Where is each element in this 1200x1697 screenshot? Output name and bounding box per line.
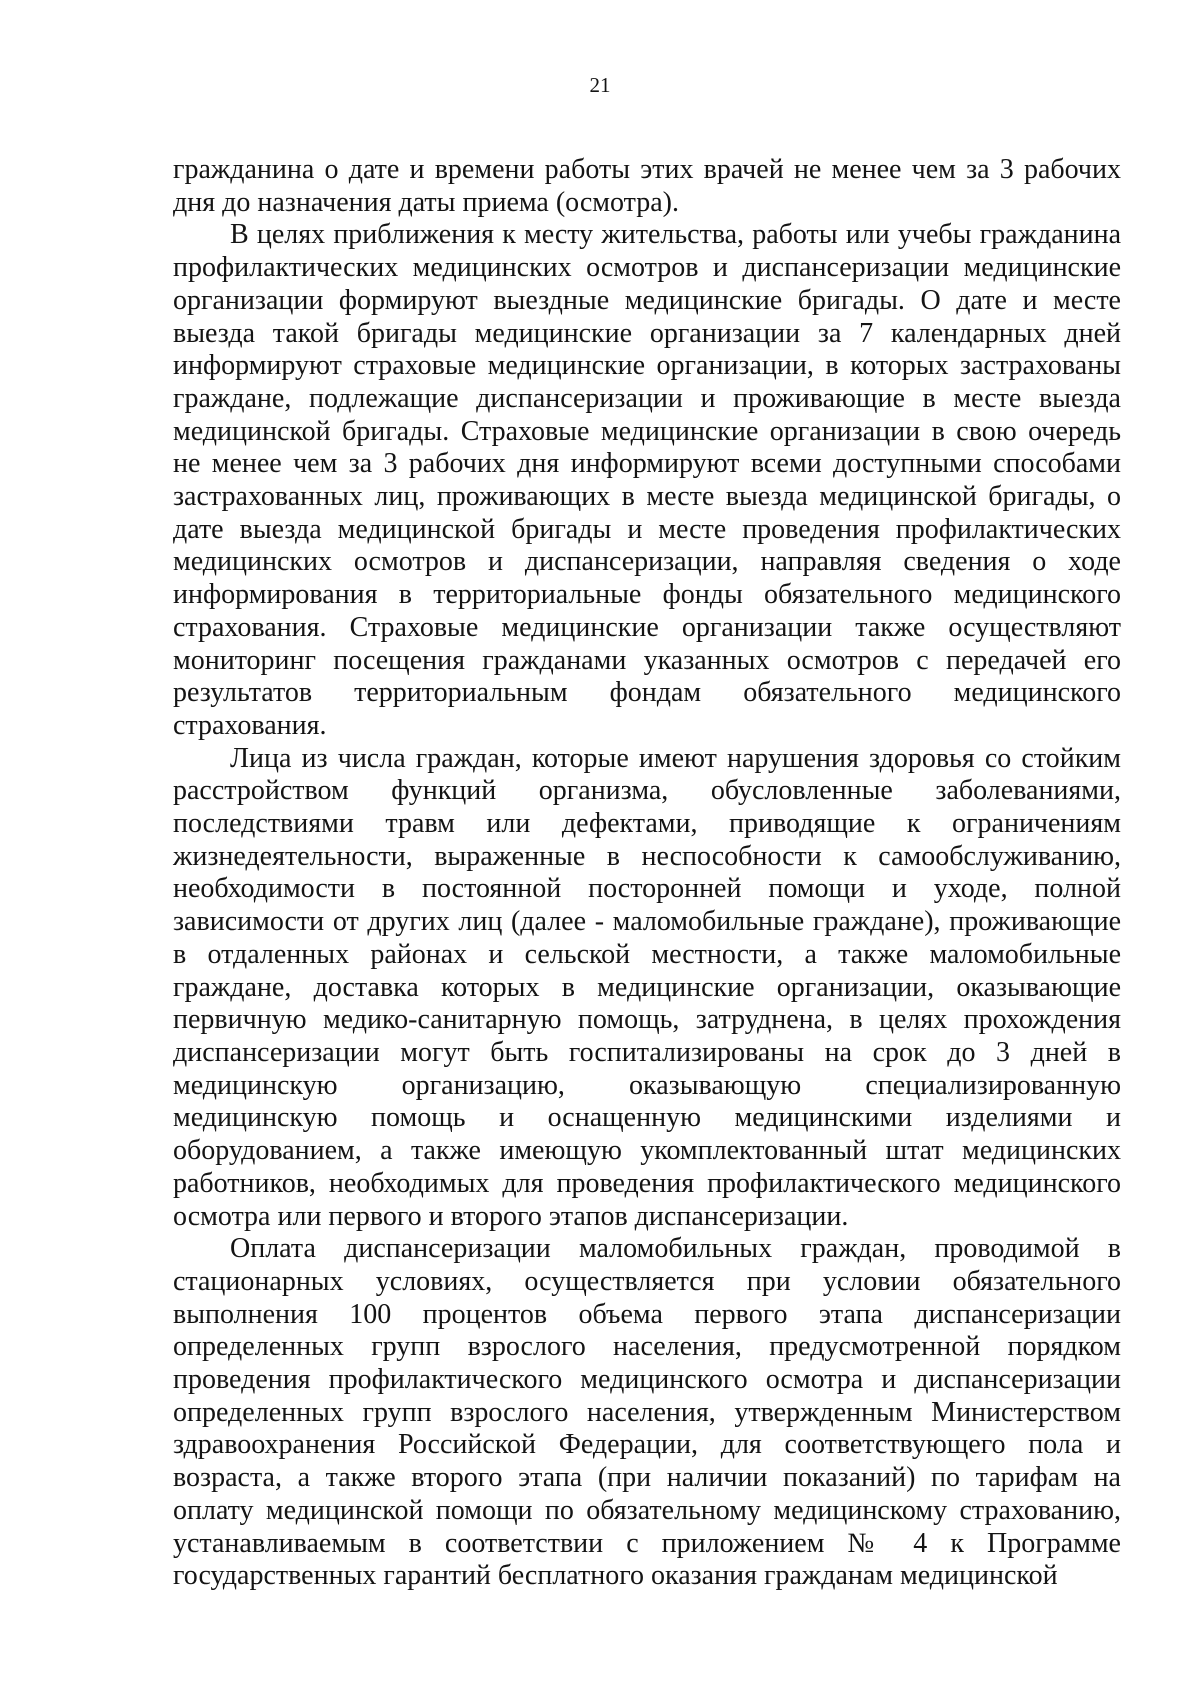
paragraph-continuation: гражданина о дате и времени работы этих врачей не менее чем за 3 рабочих дня до назначения даты приема (осмотра). xyxy=(173,154,1121,218)
paragraph-low-mobility-citizens: Лица из числа граждан, которые имеют нарушения здоровья со стойким расстройством функций организма, обусловленные заболеваниями, последствиями травм или дефектами, приводящие к ограничениям жизнедеятельности, выраженные в неспособности к самообслуживанию, необходимости в постоянной посторонней помощи и уходе, полной зависимости от других лиц (далее - маломобильные граждане), проживающие в отдаленных районах и сельской местности, а также маломобильные граждане, доставка которых в медицинские организации, оказывающие первичную медико-санитарную помощь, затруднена, в целях прохождения диспансеризации могут быть госпитализированы на срок до 3 дней в медицинскую организацию, оказывающую специализированную медицинскую помощь и оснащенную медицинскими изделиями и оборудованием, а также имеющую укомплектованный штат медицинских работников, необходимых для проведения профилактического медицинского осмотра или первого и второго этапов диспансеризации. xyxy=(173,742,1121,1232)
document-body xyxy=(173,154,1121,1593)
paragraph-payment-terms: Оплата диспансеризации маломобильных граждан, проводимой в стационарных условиях, осуществляется при условии обязательного выполнения 100 процентов объема первого этапа диспансеризации определенных групп взрослого населения, предусмотренной порядком проведения профилактического медицинского осмотра и диспансеризации определенных групп взрослого населения, утвержденным Министерством здравоохранения Российской Федерации, для соответствующего пола и возраста, а также второго этапа (при наличии показаний) по тарифам на оплату медицинской помощи по обязательному медицинскому страхованию, устанавливаемым в соответствии с приложением № 4 к Программе государственных гарантий бесплатного оказания гражданам медицинской xyxy=(173,1233,1121,1592)
paragraph-mobile-brigades: В целях приближения к месту жительства, работы или учебы гражданина профилактических медицинских осмотров и диспансеризации медицинские организации формируют выездные медицинские бригады. О дате и месте выезда такой бригады медицинские организации за 7 календарных дней информируют страховые медицинские организации, в которых застрахованы граждане, подлежащие диспансеризации и проживающие в месте выезда медицинской бригады. Страховые медицинские организации в свою очередь не менее чем за 3 рабочих дня информируют всеми доступными способами застрахованных лиц, проживающих в месте выезда медицинской бригады, о дате выезда медицинской бригады и месте проведения профилактических медицинских осмотров и диспансеризации, направляя сведения о ходе информирования в территориальные фонды обязательного медицинского страхования. Страховые медицинские организации также осуществляют мониторинг посещения гражданами указанных осмотров с передачей его результатов территориальным фондам обязательного медицинского страхования. xyxy=(173,219,1121,741)
page-number: 21 xyxy=(589,73,611,97)
